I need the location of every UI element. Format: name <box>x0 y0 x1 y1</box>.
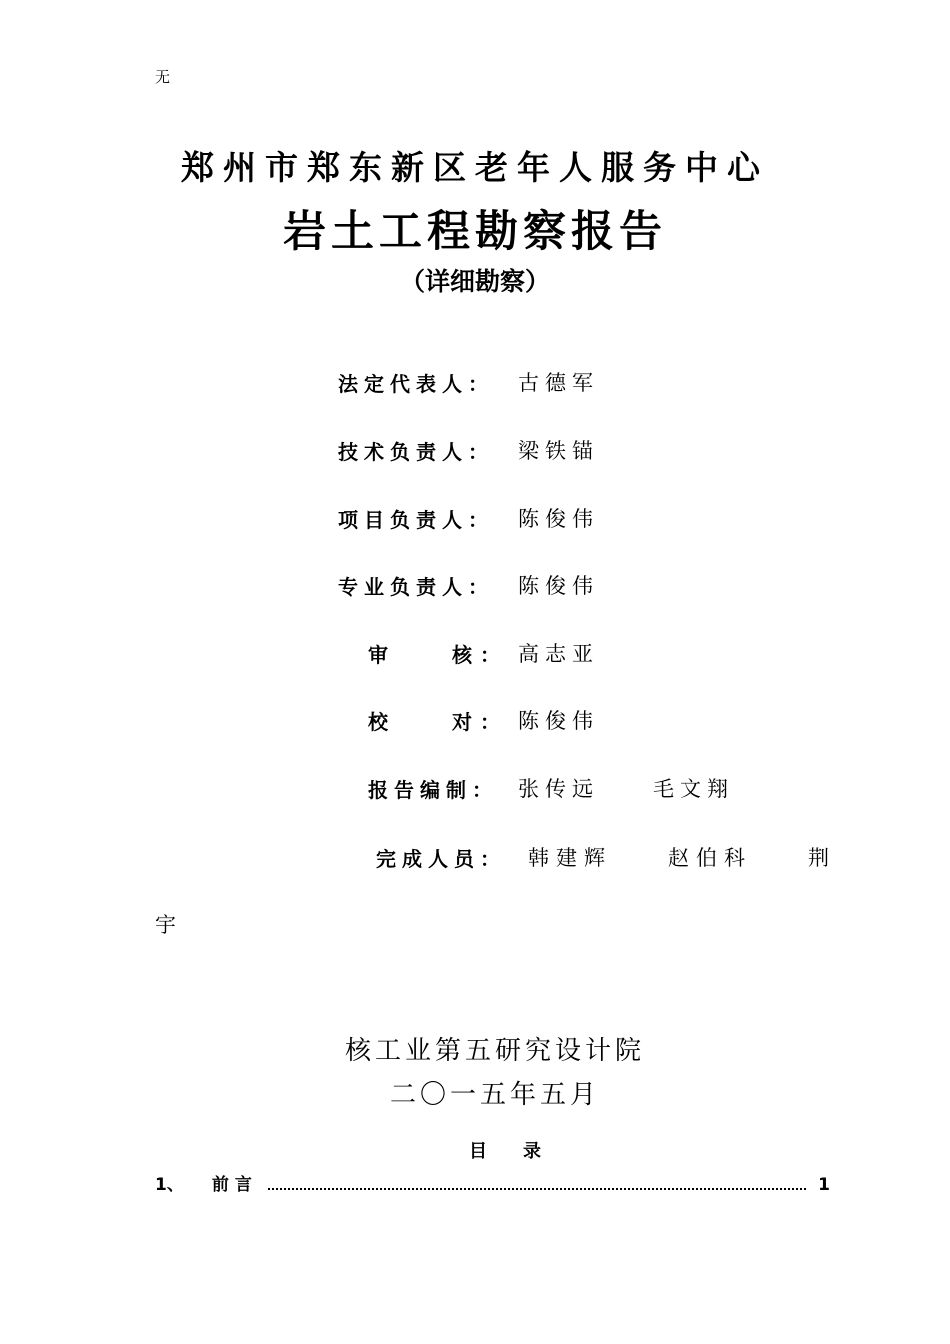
name-proofreader: 陈俊伟 <box>518 709 599 733</box>
name-report-authors: 张传远 毛文翔 <box>518 777 734 801</box>
report-stage: （详细勘察） <box>399 267 550 296</box>
name-participants: 韩建辉 赵伯科 荆 <box>528 846 836 870</box>
toc-title: 目 录 <box>469 1141 541 1162</box>
role-reviewer: 审 核： <box>368 643 508 667</box>
role-proofreader: 校 对： <box>368 710 508 734</box>
role-legal-representative: 法定代表人： <box>338 372 494 396</box>
toc-entry-title: 前言 <box>211 1175 258 1195</box>
role-technical-lead: 技术负责人： <box>338 440 494 464</box>
name-specialty-lead: 陈俊伟 <box>518 574 599 598</box>
name-technical-lead: 梁铁锚 <box>518 439 599 463</box>
name-project-lead: 陈俊伟 <box>518 507 599 531</box>
role-project-lead: 项目负责人： <box>338 508 494 532</box>
role-report-authors: 报告编制： <box>368 778 498 802</box>
role-specialty-lead: 专业负责人： <box>338 575 494 599</box>
role-participants: 完成人员： <box>376 847 506 871</box>
toc-entry-number: 1、 <box>155 1175 184 1195</box>
name-participants-overflow: 宇 <box>155 913 176 937</box>
toc-leader-dots <box>268 1188 806 1190</box>
toc-entry-page: 1 <box>818 1175 830 1195</box>
corner-mark: 无 <box>155 68 171 86</box>
name-legal-representative: 古德军 <box>518 371 599 395</box>
project-title: 郑州市郑东新区老年人服务中心 <box>181 148 769 187</box>
report-title: 岩土工程勘察报告 <box>283 207 667 257</box>
report-date: 二〇一五年五月 <box>389 1080 600 1110</box>
organization-name: 核工业第五研究设计院 <box>344 1036 645 1066</box>
name-reviewer: 高志亚 <box>518 642 599 666</box>
toc-entry[interactable] <box>155 1170 830 1194</box>
